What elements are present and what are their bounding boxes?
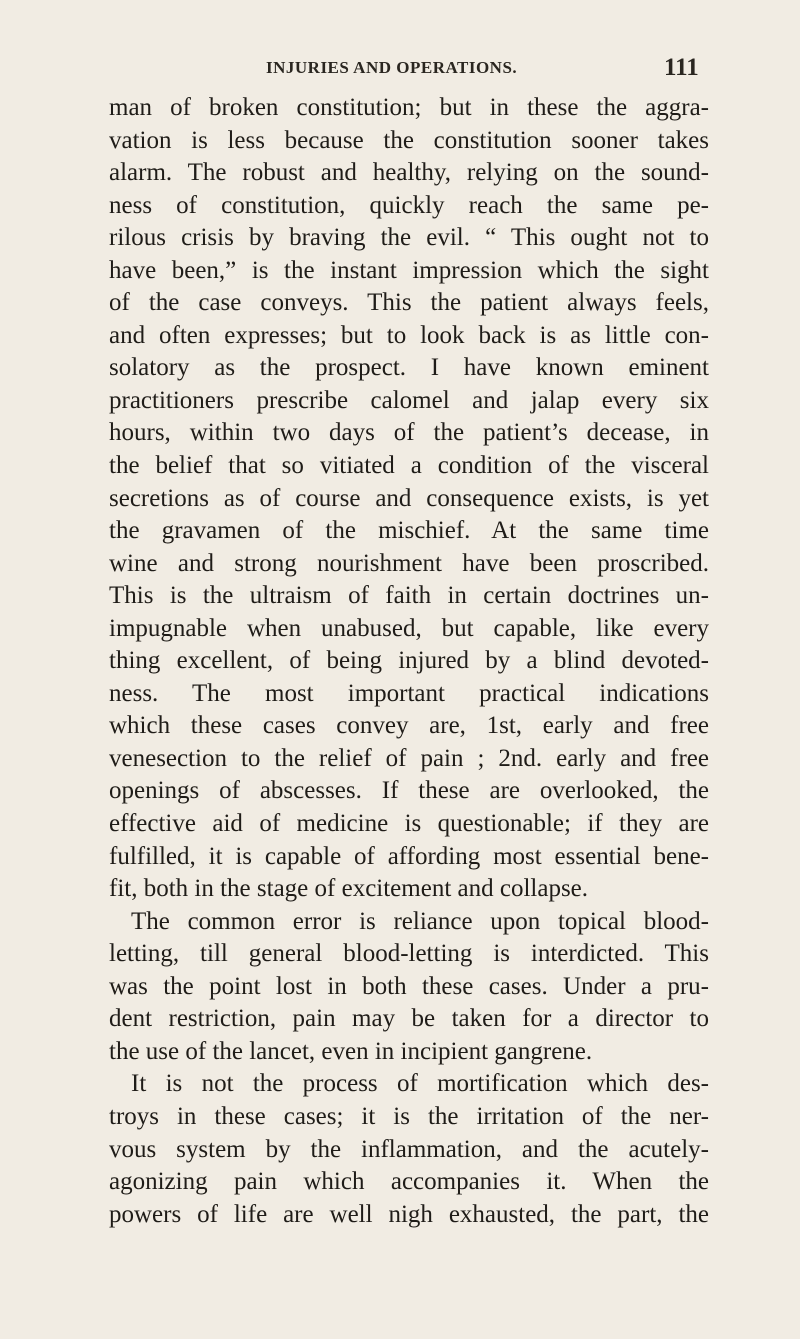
text-line: hours, within two days of the patient’s decease, in bbox=[109, 419, 709, 447]
text-line: which these cases convey are, 1st, early and free bbox=[109, 712, 709, 740]
page-number: 111 bbox=[664, 54, 699, 81]
text-line: agonizing pain which accompanies it. When the bbox=[109, 1168, 709, 1196]
text-line: alarm. The robust and healthy, relying on the sound- bbox=[109, 159, 709, 187]
text-line: venesection to the relief of pain ; 2nd. early and free bbox=[109, 744, 709, 772]
text-line: dent restriction, pain may be taken for a director to bbox=[109, 1005, 709, 1033]
text-line: rilous crisis by braving the evil. “ This ought not to bbox=[109, 224, 709, 252]
body-text bbox=[109, 92, 709, 1231]
text-line: and often expresses; but to look back is as little con- bbox=[109, 321, 709, 349]
running-head: INJURIES AND OPERATIONS. bbox=[266, 58, 518, 77]
text-line: the gravamen of the mischief. At the same time bbox=[109, 517, 709, 545]
text-line: man of broken constitution; but in these the aggra- bbox=[109, 94, 709, 121]
text-line: ness of constitution, quickly reach the same pe- bbox=[109, 191, 709, 219]
text-line: troys in these cases; it is the irritation of the ner- bbox=[109, 1102, 709, 1130]
text-line: solatory as the prospect. I have known eminent bbox=[109, 354, 709, 382]
text-line: effective aid of medicine is questionable; if they are bbox=[109, 810, 709, 838]
text-line: vation is less because the constitution sooner takes bbox=[109, 126, 709, 154]
text-line: fit, both in the stage of excitement and collapse. bbox=[109, 875, 589, 903]
text-line: openings of abscesses. If these are overlooked, the bbox=[109, 777, 709, 805]
text-line: the use of the lancet, even in incipient gangrene. bbox=[109, 1037, 593, 1065]
text-line: of the case conveys. This the patient always feels, bbox=[109, 289, 709, 317]
text-line: was the point lost in both these cases. Under a pru- bbox=[109, 972, 709, 1000]
text-line: vous system by the inflammation, and the acutely- bbox=[109, 1135, 709, 1163]
text-line: have been,” is the instant impression which the sight bbox=[109, 256, 709, 284]
text-line: impugnable when unabused, but capable, like every bbox=[109, 614, 709, 642]
text-line: wine and strong nourishment have been proscribed. bbox=[109, 549, 709, 577]
text-line: The common error is reliance upon topical blood- bbox=[131, 907, 709, 935]
text-line: the belief that so vitiated a condition of the visceral bbox=[109, 452, 709, 480]
text-line: letting, till general blood-letting is interdicted. This bbox=[109, 940, 709, 968]
text-line: fulfilled, it is capable of affording most essential bene- bbox=[109, 842, 709, 870]
text-line: powers of life are well nigh exhausted, the part, the bbox=[109, 1200, 709, 1228]
text-line: This is the ultraism of faith in certain doctrines un- bbox=[109, 582, 709, 610]
text-line: practitioners prescribe calomel and jalap every six bbox=[109, 386, 709, 414]
text-line: thing excellent, of being injured by a blind devoted- bbox=[109, 647, 709, 675]
text-line: It is not the process of mortification which des- bbox=[131, 1070, 709, 1098]
text-line: ness. The most important practical indications bbox=[109, 679, 709, 707]
text-line: secretions as of course and consequence exists, is yet bbox=[109, 484, 709, 512]
